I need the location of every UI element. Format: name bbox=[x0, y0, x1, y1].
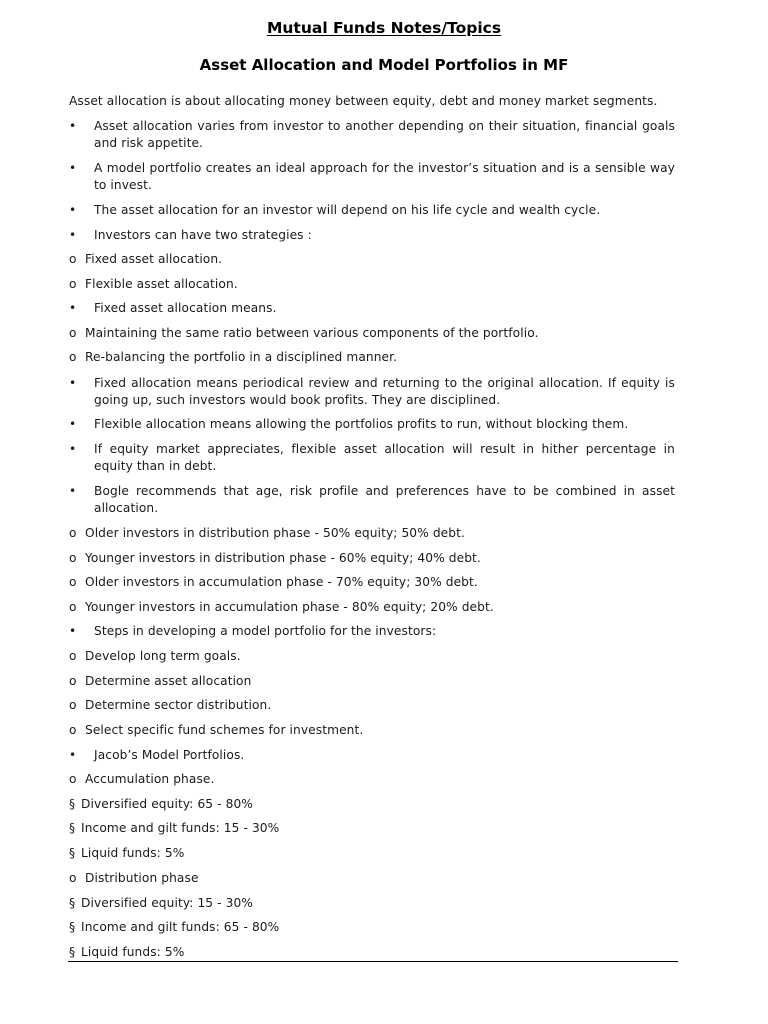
list-item-text: Liquid funds: 5% bbox=[81, 846, 185, 860]
list-item bbox=[69, 118, 675, 152]
list-item-text: Maintaining the same ratio between various components of the portfolio. bbox=[85, 326, 539, 340]
list-item bbox=[69, 648, 675, 665]
bottom-divider bbox=[68, 961, 678, 962]
list-item-text: Income and gilt funds: 15 - 30% bbox=[81, 821, 280, 835]
list-item-text: Steps in developing a model portfolio for the investors: bbox=[94, 624, 437, 638]
list-item bbox=[69, 673, 675, 690]
list-item bbox=[69, 416, 675, 433]
section-marker: § bbox=[69, 920, 76, 934]
bullet-marker: • bbox=[69, 376, 77, 390]
o-marker: o bbox=[69, 871, 77, 885]
list-item-text: Diversified equity: 15 - 30% bbox=[81, 896, 253, 910]
list-item-text: Re-balancing the portfolio in a disciplined manner. bbox=[85, 350, 398, 364]
section-marker: § bbox=[69, 846, 76, 860]
o-marker: o bbox=[69, 575, 77, 589]
bullet-marker: • bbox=[69, 301, 77, 315]
list-item-text: Jacob’s Model Portfolios. bbox=[94, 748, 245, 762]
list-item-text: Older investors in accumulation phase - 70% equity; 30% debt. bbox=[85, 575, 478, 589]
list-item bbox=[69, 722, 675, 739]
bullet-marker: • bbox=[69, 442, 77, 456]
bullet-marker: • bbox=[69, 161, 77, 175]
list-item bbox=[69, 349, 675, 366]
list-item-text: Younger investors in accumulation phase - 80% equity; 20% debt. bbox=[85, 600, 494, 614]
list-item-text: Flexible allocation means allowing the portfolios profits to run, without blocking them. bbox=[94, 417, 629, 431]
list-item-text: Flexible asset allocation. bbox=[85, 277, 238, 291]
bullet-marker: • bbox=[69, 417, 77, 431]
list-item bbox=[69, 227, 675, 244]
bullet-marker: • bbox=[69, 228, 77, 242]
o-marker: o bbox=[69, 698, 77, 712]
list-item-text: Income and gilt funds: 65 - 80% bbox=[81, 920, 280, 934]
o-marker: o bbox=[69, 252, 77, 266]
o-marker: o bbox=[69, 600, 77, 614]
list-item bbox=[69, 202, 675, 219]
list-item bbox=[69, 623, 675, 640]
list-item-text: A model portfolio creates an ideal approach for the investor’s situation and is a sensible way to invest. bbox=[94, 161, 675, 192]
o-marker: o bbox=[69, 350, 77, 364]
o-marker: o bbox=[69, 551, 77, 565]
list-item-text: Develop long term goals. bbox=[85, 649, 241, 663]
page-subtitle: Asset Allocation and Model Portfolios in MF bbox=[199, 56, 569, 74]
o-marker: o bbox=[69, 277, 77, 291]
list-item bbox=[69, 574, 675, 591]
list-item bbox=[69, 870, 675, 887]
list-item bbox=[69, 441, 675, 475]
bullet-marker: • bbox=[69, 119, 77, 133]
list-item-text: The asset allocation for an investor will depend on his life cycle and wealth cycle. bbox=[94, 203, 601, 217]
list-item bbox=[69, 550, 675, 567]
bullet-marker: • bbox=[69, 484, 77, 498]
list-item-text: Liquid funds: 5% bbox=[81, 945, 185, 959]
list-item-text: Fixed allocation means periodical review and returning to the original allocation. If equity is going up, such investors would book profits. They are disciplined. bbox=[94, 376, 675, 407]
list-item-text: Accumulation phase. bbox=[85, 772, 215, 786]
list-item bbox=[69, 160, 675, 194]
list-item-text: Fixed asset allocation means. bbox=[94, 301, 277, 315]
list-item-text: Younger investors in distribution phase - 60% equity; 40% debt. bbox=[85, 551, 481, 565]
list-item bbox=[69, 771, 675, 788]
list-item bbox=[69, 300, 675, 317]
bullet-marker: • bbox=[69, 624, 77, 638]
page-title: Mutual Funds Notes/Topics bbox=[266, 19, 502, 37]
list-item bbox=[69, 919, 675, 936]
intro-paragraph bbox=[69, 93, 675, 110]
o-marker: o bbox=[69, 526, 77, 540]
o-marker: o bbox=[69, 723, 77, 737]
o-marker: o bbox=[69, 649, 77, 663]
list-item-text: Investors can have two strategies : bbox=[94, 228, 312, 242]
bullet-marker: • bbox=[69, 748, 77, 762]
section-marker: § bbox=[69, 896, 76, 910]
list-item bbox=[69, 845, 675, 862]
list-item-text: Bogle recommends that age, risk profile and preferences have to be combined in asset allocation. bbox=[94, 484, 675, 515]
list-item-text: Distribution phase bbox=[85, 871, 199, 885]
section-marker: § bbox=[69, 945, 76, 959]
list-item-text: Diversified equity: 65 - 80% bbox=[81, 797, 253, 811]
list-item bbox=[69, 276, 675, 293]
list-item bbox=[69, 944, 675, 961]
list-item bbox=[69, 525, 675, 542]
list-item bbox=[69, 820, 675, 837]
list-item bbox=[69, 251, 675, 268]
list-item bbox=[69, 599, 675, 616]
list-item-text: If equity market appreciates, flexible asset allocation will result in hither percentage in equity than in debt. bbox=[94, 442, 675, 473]
list-item bbox=[69, 747, 675, 764]
o-marker: o bbox=[69, 326, 77, 340]
list-item-text: Asset allocation varies from investor to another depending on their situation, financial goals and risk appetite. bbox=[94, 119, 675, 150]
list-item-text: Older investors in distribution phase - 50% equity; 50% debt. bbox=[85, 526, 465, 540]
list-item bbox=[69, 375, 675, 409]
list-item bbox=[69, 895, 675, 912]
section-marker: § bbox=[69, 821, 76, 835]
list-item bbox=[69, 325, 675, 342]
list-item bbox=[69, 796, 675, 813]
list-item-text: Determine sector distribution. bbox=[85, 698, 272, 712]
bullet-marker: • bbox=[69, 203, 77, 217]
o-marker: o bbox=[69, 674, 77, 688]
section-marker: § bbox=[69, 797, 76, 811]
list-item-text: Determine asset allocation bbox=[85, 674, 252, 688]
list-item bbox=[69, 483, 675, 517]
list-item bbox=[69, 697, 675, 714]
list-item-text: Select specific fund schemes for investment. bbox=[85, 723, 364, 737]
o-marker: o bbox=[69, 772, 77, 786]
list-item-text: Fixed asset allocation. bbox=[85, 252, 223, 266]
intro-text: Asset allocation is about allocating money between equity, debt and money market segments. bbox=[69, 94, 658, 108]
